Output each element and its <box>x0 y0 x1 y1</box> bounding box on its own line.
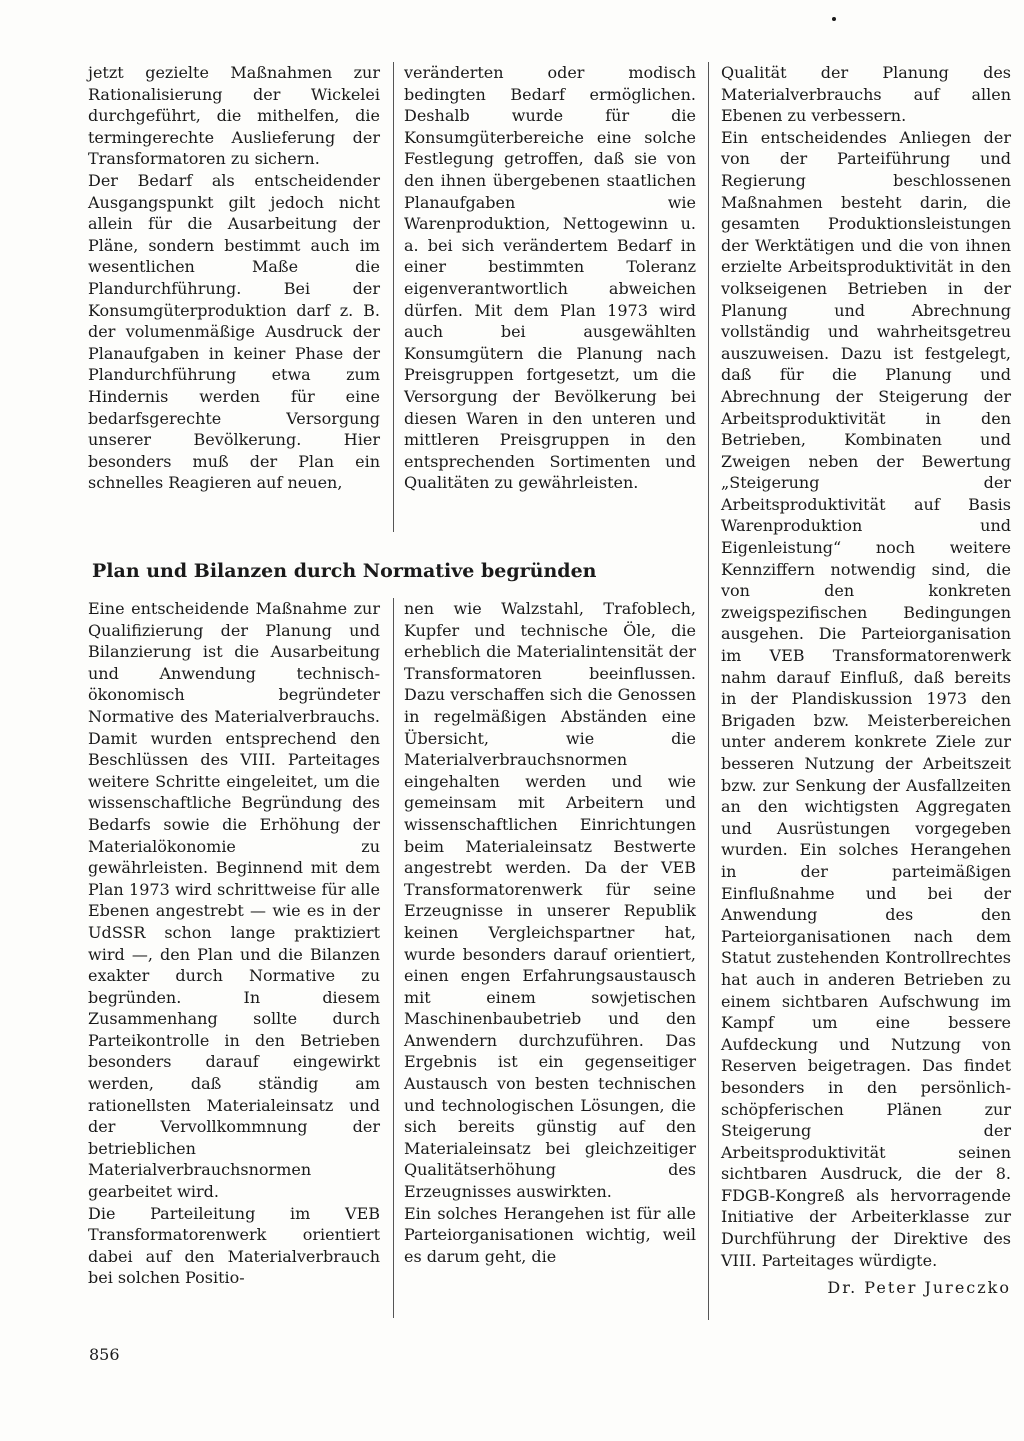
bottom-column-2 <box>404 598 696 1267</box>
paragraph: Der Bedarf als entscheidender Ausgangspunkt gilt jedoch nicht allein für die Ausarbeitung der Pläne, sondern bestimmt auch im wesentlichen Maße die Plandurchführung. Bei der Konsumgüterproduktion darf z. B. der volumenmäßige Ausdruck der Planaufgaben in keiner Phase der Plandurchführung etwa zum Hindernis werden für eine bedarfsgerechte Versorgung unserer Bevölkerung. Hier besonders muß der Plan ein schnelles Reagieren auf neuen, <box>88 170 380 493</box>
top-column-1 <box>88 62 380 494</box>
print-mark <box>832 17 836 21</box>
right-column <box>721 62 1011 1299</box>
page-number: 856 <box>89 1345 120 1364</box>
paragraph: Qualität der Planung des Materialverbrauchs auf allen Ebenen zu verbessern. <box>721 63 1011 126</box>
paragraph: jetzt gezielte Maßnahmen zur Rationalisierung der Wickelei durchgeführt, die mithelfen, die termingerechte Auslieferung der Transformatoren zu sichern. <box>88 63 380 169</box>
column-rule <box>393 598 394 1318</box>
paragraph: veränderten oder modisch bedingten Bedarf ermöglichen. Deshalb wurde für die Konsumgüterbereiche eine solche Festlegung getroffen, daß sie von den ihnen übergebenen staatlichen Planaufgaben wie Warenproduktion, Nettogewinn u. a. bei sich verändertem Bedarf in einer bestimmten Toleranz eigenverantwortlich abweichen dürfen. Mit dem Plan 1973 wird auch bei ausgewählten Konsumgütern die Planung nach Preisgruppen fortgesetzt, um die Versorgung der Bevölkerung bei diesen Waren in den unteren und mittleren Preisgruppen in den entsprechenden Sortimenten und Qualitäten zu gewährleisten. <box>404 63 696 493</box>
paragraph: nen wie Walzstahl, Trafoblech, Kupfer und technische Öle, die erheblich die Materialintensität der Transformatoren beeinflussen. Dazu verschaffen sich die Genossen in regelmäßigen Abständen eine Übersicht, wie die Materialverbrauchsnormen eingehalten werden und wie gemeinsam mit Arbeitern und wissenschaftlichen Einrichtungen beim Materialeinsatz Bestwerte angestrebt werden. Da der VEB Transformatorenwerk für seine Erzeugnisse in unserer Republik keinen Vergleichspartner hat, wurde besonders darauf orientiert, einen engen Erfahrungsaustausch mit einem sowjetischen Maschinenbaubetrieb und den Anwendern durchzuführen. Das Ergebnis ist ein gegenseitiger Austausch von besten technischen und technologischen Lösungen, die sich bereits günstig auf den Materialeinsatz bei gleichzeitiger Qualitätserhöhung des Erzeugnisses auswirkten. <box>404 599 696 1202</box>
author-signature: Dr. Peter Jureczko <box>827 1278 1011 1298</box>
paragraph: Ein solches Herangehen ist für alle Parteiorganisationen wichtig, weil es darum geht, die <box>404 1203 696 1266</box>
paragraph: Eine entscheidende Maßnahme zur Qualifizierung der Planung und Bilanzierung ist die Ausarbeitung und Anwendung technisch-ökonomisch begründeter Normative des Materialverbrauchs. Damit wurden entsprechend den Beschlüssen des VIII. Parteitages weitere Schritte eingeleitet, um die wissenschaftliche Begründung des Bedarfs sowie die Erhöhung der Materialökonomie zu gewährleisten. Beginnend mit dem Plan 1973 wird schrittweise für alle Ebenen angestrebt — wie es in der UdSSR schon lange praktiziert wird —, den Plan und die Bilanzen exakter durch Normative zu begründen. In diesem Zusammenhang sollte durch Parteikontrolle in den Betrieben besonders darauf eingewirkt werden, daß ständig am rationellsten Materialeinsatz und der Vervollkommnung der betrieblichen Materialverbrauchsnormen gearbeitet wird. <box>88 599 380 1202</box>
paragraph: Die Parteileitung im VEB Transformatorenwerk orientiert dabei auf den Materialverbrauch bei solchen Positio- <box>88 1203 380 1288</box>
column-rule <box>393 62 394 532</box>
section-heading: Plan und Bilanzen durch Normative begründen <box>92 560 597 582</box>
top-column-2 <box>404 62 696 494</box>
column-rule <box>708 62 709 1320</box>
paragraph: Ein entscheidendes Anliegen der von der Parteiführung und Regierung beschlossenen Maßnahmen besteht darin, die gesamten Produktionsleistungen der Werktätigen und die von ihnen erzielte Arbeitsproduktivität in den volkseigenen Betrieben in der Planung und Abrechnung vollständig und wahrheitsgetreu auszuweisen. Dazu ist festgelegt, daß für die Planung und Abrechnung der Steigerung der Arbeitsproduktivität in den Betrieben, Kombinaten und Zweigen neben der Bewertung „Steigerung der Arbeitsproduktivität auf Basis Warenproduktion und Eigenleistung“ noch weitere Kennziffern notwendig sind, die von den konkreten zweigspezifischen Bedingungen ausgehen. Die Parteiorganisation im VEB Transformatorenwerk nahm darauf Einfluß, daß bereits in der Plandiskussion 1973 den Brigaden bzw. Meisterbereichen unter anderem konkrete Ziele zur besseren Nutzung der Arbeitszeit bzw. zur Senkung der Ausfallzeiten an den wichtigsten Aggregaten und Ausrüstungen vorgegeben wurden. Ein solches Herangehen in der parteimäßigen Einflußnahme und bei der Anwendung des den Parteiorganisationen nach dem Statut zustehenden Kontrollrechtes hat auch in anderen Betrieben zu einem sichtbaren Aufschwung im Kampf um eine bessere Aufdeckung und Nutzung von Reserven beigetragen. Das findet besonders in den persönlich-schöpferischen Plänen zur Steigerung der Arbeitsproduktivität seinen sichtbaren Ausdruck, die der 8. FDGB-Kongreß als hervorragende Initiative der Arbeiterklasse zur Durchführung der Direktive des VIII. Parteitages würdigte. <box>721 127 1011 1270</box>
bottom-column-1 <box>88 598 380 1289</box>
